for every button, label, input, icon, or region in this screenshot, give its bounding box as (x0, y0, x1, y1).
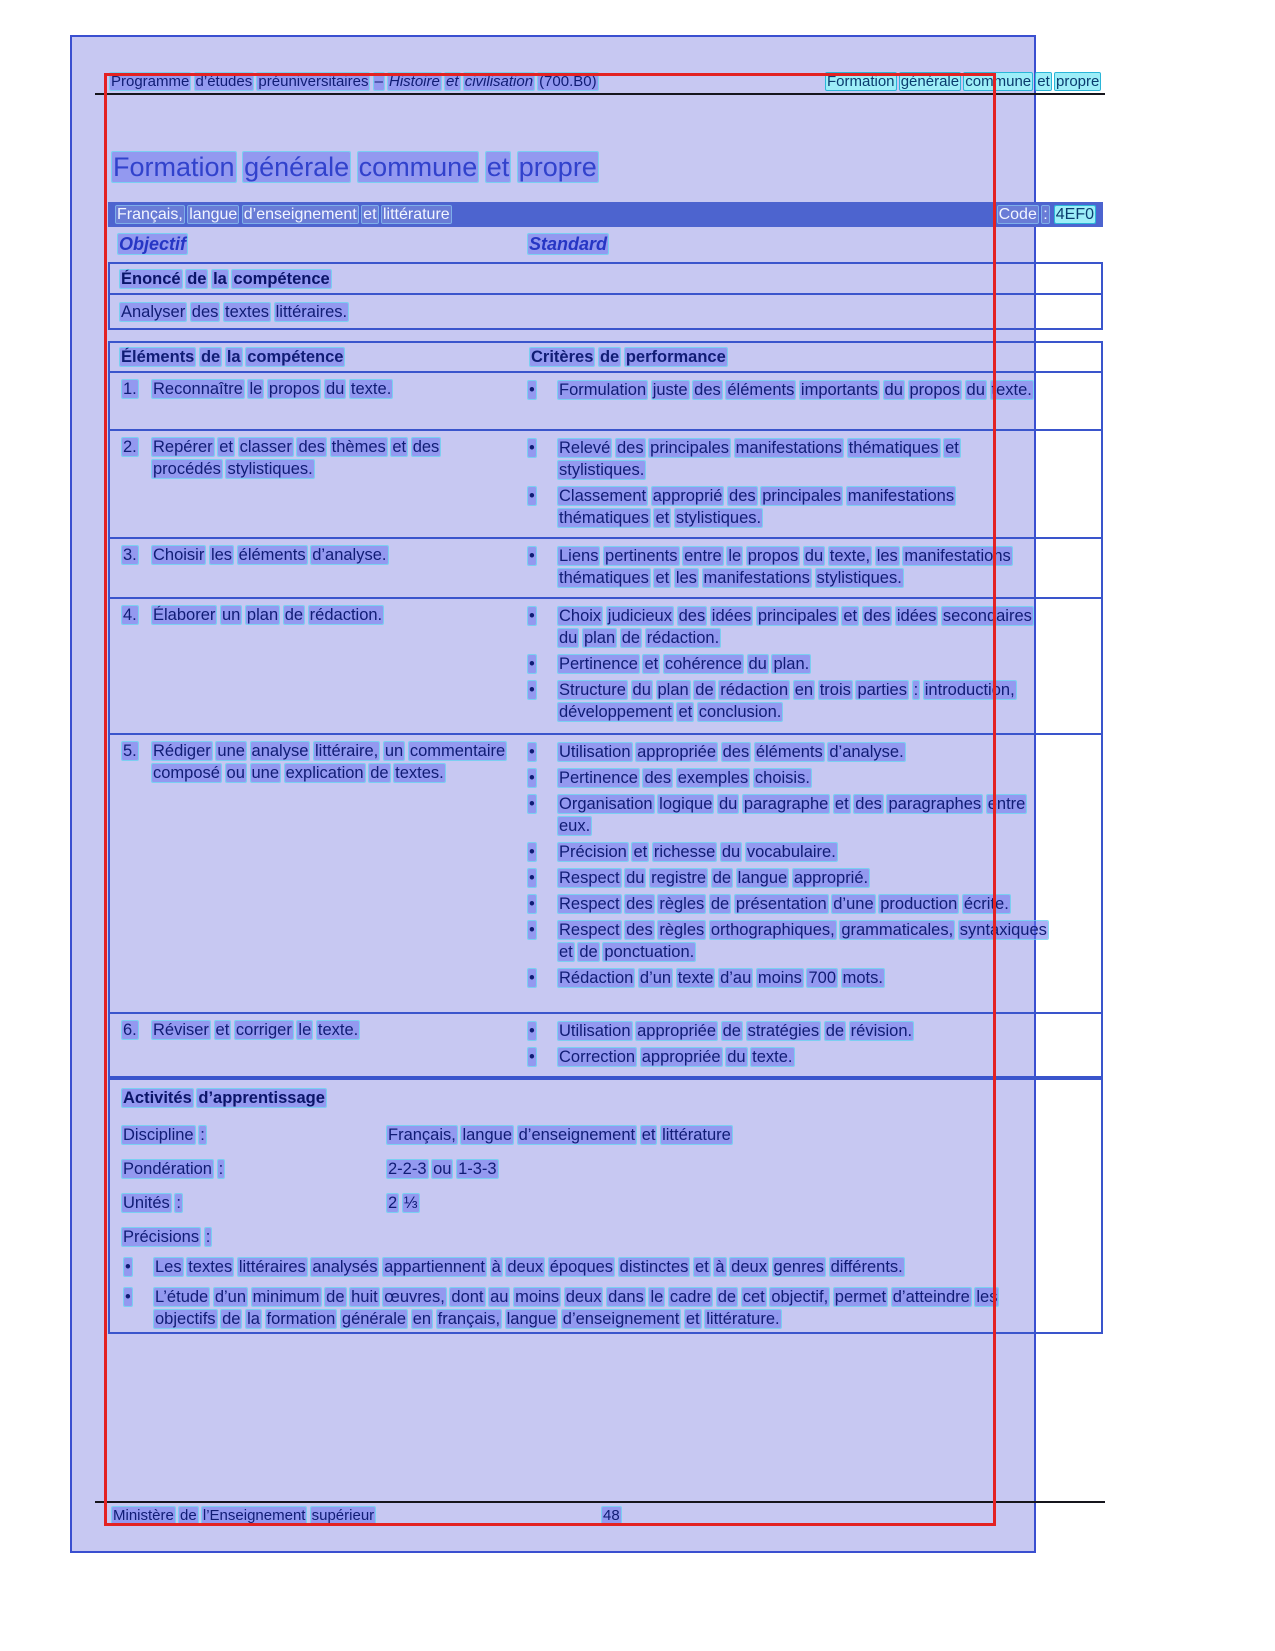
criteria-cell (520, 1014, 1101, 1076)
criterion (528, 653, 1049, 675)
table-header-row (110, 343, 1101, 373)
element-number: 1. (123, 380, 137, 398)
element-text: Élaborer un plan de rédaction. (153, 606, 383, 624)
bullet-icon: • (529, 843, 535, 861)
activity-field (110, 1158, 1101, 1180)
element-text: Rédiger une analyse littéraire, un commentaire composé ou une explication de textes. (153, 742, 506, 782)
bullet-icon: • (529, 487, 535, 505)
field-label: Unités : (123, 1194, 181, 1212)
precisions-label-row (110, 1226, 1101, 1248)
bullet-icon: • (529, 743, 535, 761)
bullet-icon: • (529, 969, 535, 987)
element-cell (110, 735, 520, 1012)
competence-table (108, 341, 1103, 1078)
element-number: 3. (123, 546, 137, 564)
field-label: Discipline : (123, 1126, 205, 1144)
criteria-cell (520, 735, 1101, 1012)
criterion-text: Formulation juste des éléments importants du propos du texte. (559, 381, 1032, 399)
precision-item (110, 1286, 1101, 1330)
element-number: 6. (123, 1021, 137, 1039)
criteria-cell (520, 373, 1101, 429)
table-header-elements: Éléments de la compétence (121, 348, 344, 366)
criterion-text: Choix judicieux des idées principales et des idées secondaires du plan de rédaction. (559, 607, 1032, 647)
criterion-text: Respect des règles orthographiques, grammaticales, syntaxiques et de ponctuation. (559, 921, 1047, 961)
bullet-icon: • (529, 1022, 535, 1040)
element-cell (110, 431, 520, 537)
table-row (110, 1014, 1101, 1076)
bullet-icon: • (529, 1048, 535, 1066)
criterion-text: Respect des règles de présentation d’une production écrite. (559, 895, 1009, 913)
code-label: Code : (998, 205, 1048, 223)
precision-text: L’étude d’un minimum de huit œuvres, dont au moins deux dans le cadre de cet objectif, permet d’atteindre les objectifs de la formation générale en français, langue d’enseignement et littérature. (155, 1288, 998, 1328)
bullet-icon: • (529, 921, 535, 939)
criterion (528, 741, 1049, 763)
table-row (110, 735, 1101, 1014)
activity-field (110, 1124, 1101, 1146)
criterion (528, 919, 1049, 963)
criterion (528, 605, 1049, 649)
enonce-heading: Énoncé de la compétence (110, 264, 1101, 295)
criterion-text: Rédaction d’un texte d’au moins 700 mots. (559, 969, 883, 987)
element-text: Choisir les éléments d’analyse. (153, 546, 387, 564)
subject-bar (108, 202, 1103, 227)
criterion-text: Respect du registre de langue approprié. (559, 869, 869, 887)
column-heading-objectif: Objectif (119, 234, 187, 254)
bullet-icon: • (125, 1288, 131, 1306)
activities-box (108, 1078, 1103, 1334)
criterion-text: Pertinence et cohérence du plan. (559, 655, 810, 673)
page-number: 48 (603, 1507, 620, 1524)
criterion-text: Relevé des principales manifestations thématiques et stylistiques. (559, 439, 959, 479)
field-label: Pondération : (123, 1160, 224, 1178)
precisions-label: Précisions : (123, 1228, 211, 1246)
criterion-text: Utilisation appropriée de stratégies de révision. (559, 1022, 913, 1040)
criterion (528, 867, 1049, 889)
enonce-text: Analyser des textes littéraires. (121, 303, 348, 321)
table-row (110, 539, 1101, 599)
bullet-icon: • (529, 607, 535, 625)
footer-rule (95, 1501, 1105, 1503)
criterion (528, 841, 1049, 863)
running-header-right-label: Formation générale commune et propre (827, 73, 1100, 90)
element-cell (110, 599, 520, 733)
bullet-icon: • (529, 895, 535, 913)
criterion (528, 967, 1049, 989)
precision-item (110, 1256, 1101, 1278)
table-row (110, 431, 1101, 539)
criterion (528, 379, 1049, 401)
enonce-box (108, 262, 1103, 330)
element-text: Repérer et classer des thèmes et des procédés stylistiques. (153, 438, 440, 478)
field-value: Français, langue d’enseignement et littérature (388, 1126, 731, 1144)
element-number: 5. (123, 742, 137, 760)
precision-text: Les textes littéraires analysés appartiennent à deux époques distinctes et à deux genres différents. (155, 1258, 903, 1276)
criteria-cell (520, 599, 1101, 733)
element-cell (110, 1014, 520, 1076)
table-row (110, 599, 1101, 735)
running-header-left (110, 72, 602, 91)
field-value: 2 ⅓ (388, 1194, 418, 1212)
criteria-cell (520, 539, 1101, 597)
table-row (110, 373, 1101, 431)
bullet-icon: • (529, 769, 535, 787)
criterion (528, 679, 1049, 723)
criterion-text: Structure du plan de rédaction en trois parties : introduction, développement et conclusion. (559, 681, 1015, 721)
subject-label: Français, langue d’enseignement et littérature (117, 205, 450, 223)
bullet-icon: • (529, 439, 535, 457)
running-header-right (826, 72, 1100, 91)
header-rule (95, 93, 1105, 95)
criterion (528, 767, 1049, 789)
bullet-icon: • (125, 1258, 131, 1276)
element-number: 4. (123, 606, 137, 624)
running-header-program-name: Histoire et civilisation (388, 73, 534, 90)
activities-heading: Activités d’apprentissage (123, 1089, 325, 1107)
element-cell (110, 373, 520, 429)
criterion (528, 485, 1049, 529)
criterion-text: Liens pertinents entre le propos du texte, les manifestations thématiques et les manifestations stylistiques. (559, 547, 1011, 587)
code-value: 4EF0 (1055, 205, 1094, 223)
running-header-program: Programme d’études préuniversitaires – (111, 73, 383, 90)
criterion-text: Classement approprié des principales manifestations thématiques et stylistiques. (559, 487, 955, 527)
running-header-program-code: (700.B0) (539, 73, 597, 90)
criterion (528, 1046, 1049, 1068)
element-text: Reconnaître le propos du texte. (153, 380, 392, 398)
bullet-icon: • (529, 681, 535, 699)
criterion (528, 545, 1049, 589)
element-cell (110, 539, 520, 597)
criterion-text: Précision et richesse du vocabulaire. (559, 843, 836, 861)
bullet-icon: • (529, 869, 535, 887)
element-text: Réviser et corriger le texte. (153, 1021, 359, 1039)
code-group (998, 205, 1095, 225)
criterion (528, 793, 1049, 837)
bullet-icon: • (529, 795, 535, 813)
criterion (528, 1020, 1049, 1042)
criterion-text: Organisation logique du paragraphe et des paragraphes entre eux. (559, 795, 1026, 835)
criteria-cell (520, 431, 1101, 537)
page-title: Formation générale commune et propre (113, 152, 597, 182)
bullet-icon: • (529, 381, 535, 399)
element-number: 2. (123, 438, 137, 456)
criterion (528, 893, 1049, 915)
bullet-icon: • (529, 547, 535, 565)
column-heading-standard: Standard (529, 234, 608, 254)
table-header-criteres: Critères de performance (531, 348, 726, 366)
criterion-text: Pertinence des exemples choisis. (559, 769, 810, 787)
criterion (528, 437, 1049, 481)
criterion-text: Correction appropriée du texte. (559, 1048, 793, 1066)
field-value: 2-2-3 ou 1-3-3 (388, 1160, 497, 1178)
criterion-text: Utilisation appropriée des éléments d’analyse. (559, 743, 904, 761)
footer-ministry: Ministère de l’Enseignement supérieur (113, 1507, 375, 1524)
bullet-icon: • (529, 655, 535, 673)
activity-field (110, 1192, 1101, 1214)
